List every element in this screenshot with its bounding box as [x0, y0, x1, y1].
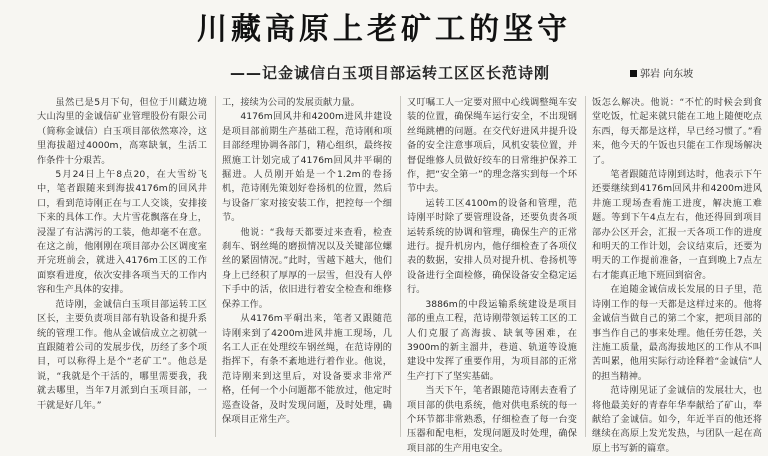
- paragraph: 范诗刚，金诚信白玉项目部运转工区区长，主要负责项目部有轨设备和提升系统的管理工作。他从金诚信成立之初就一直跟随着公司的发展步伐，历经了多个项目，可以称得上是个“老矿工”。他总是说，“我就是个干活的，哪里需要我，我就去哪里，当年7月派到白玉项目部，一干就是好几年。”: [37, 298, 207, 411]
- paragraph: 在追随金诚信成长发展的日子里，范诗刚工作的每一天都是这样过来的。他将金诚信当做自己的第二个家，把项目部的事当作自己的事来处理。他任劳任怨，关注施工质量，最高海拔地区的工作从不叫苦叫累，他用实际行动诠释着“金诚信”人的担当精神。: [592, 284, 762, 382]
- column-3: [400, 96, 577, 454]
- byline: [630, 65, 693, 80]
- paragraph: 当天下午，笔者跟随范诗刚去查看了项目部的供电系统，他对供电系统的每一个环节都非常熟悉，仔细检查了每一台变压器和配电柜，发现问题及时处理，确保项目部的生产用电安全。: [407, 385, 577, 454]
- paragraph: 工，接续为公司的发展贡献力量。: [222, 97, 360, 108]
- column-4: [585, 96, 762, 454]
- paragraph: 范诗刚见证了金诚信的发展壮大，也将他最美好的青春年华奉献给了矿山，奉献给了金诚信。如今，年近半百的他还将继续在高原上发光发热，与团队一起在高原上书写新的篇章。: [592, 385, 762, 454]
- article-body: [37, 96, 762, 454]
- paragraph: 又叮嘱工人一定要对照中心线调整绳车安装的位置，确保绳车运行安全，不出现钢丝绳跳槽的问题。在交代好进风井提升设备的安全注意事项后，风机安装位置，并督促维修人员做好绞车的日常维护保养工作，把“安全第一”的理念落实到每一个环节中去。: [407, 97, 577, 195]
- column-1: [37, 96, 207, 437]
- paragraph: 饭怎么解决。他说：“不忙的时候会到食堂吃饭，忙起来就只能在工地上随便吃点东西，每天都是这样，早已经习惯了。”看来，他今天的午饭也只能在工作现场解决了。: [592, 97, 762, 166]
- byline-authors: 郭岩 向东坡: [640, 69, 694, 80]
- paragraph: 笔者跟随范诗刚到达时，他表示下午还要继续到4176m回风井和4200m进风井施工现场查看施工进度，解决施工难题。等到下午4点左右，他还得回到项目部办公区开会，汇报一天各项工作的进度和明天的工作计划，会议结束后，还要为明天的工作提前准备，一直到晚上7点左右才能真正地下班回到宿舍。: [592, 169, 762, 281]
- paragraph: 运转工区4100m的设备和管理，范诗刚平时除了要管理设备，还要负责各项运转系统的协调和管理，确保生产的正常进行。提升机房内，他仔细检查了各项仪表的数据，安排人员对提升机、卷扬机等设备进行全面检修，确保设备安全稳定运行。: [407, 197, 577, 296]
- paragraph: 虽然已是5月下旬，但位于川藏边境大山沟里的金诚信矿业管理股份有限公司（简称金诚信）白玉项目部依然寒冷，这里海拔超过4000m，高寒缺氧，生活工作条件十分艰苦。: [37, 97, 207, 166]
- paragraph: 他说：“我每天都要过来查看，检查刹车、钢丝绳的磨损情况以及关键部位螺丝的紧固情况。”此时，雪越下越大，他们身上已经积了厚厚的一层雪，但没有人停下手中的活，依旧进行着安全检查和维修保养工作。: [222, 226, 392, 310]
- paragraph: 5月24日上午8点20，在大雪纷飞中，笔者跟随来到海拔4176m的回风井口，看到范诗刚正在与工人交谈，安排接下来的具体工作。大片雪花飘落在身上，浸湿了有沾满污的工装，他却毫不在意。在这之前，他刚刚在项目部办公区调度室开完班前会，就进入4176m工区的工作面察看进度，依次安排各项当天的工作内容和生产具体的安排。: [37, 169, 207, 296]
- paragraph: 从4176m平硐出来，笔者又跟随范诗刚来到了4200m进风井施工现场，几名工人正在处理绞车钢丝绳，在范诗刚的指挥下，有条不紊地进行着作业。他说，范诗刚来到这里后，对设备要求非常严格，任何一个小问题都不能放过，他定时巡查设备，及时发现问题，及时处理，确保项目正常生产。: [222, 313, 392, 425]
- square-bullet-icon: [630, 70, 637, 77]
- column-2: [215, 96, 392, 437]
- paragraph: 3886m的中段运输系统建设是项目部的重点工程，范诗刚带领运转工区的工人们克服了高海拔、缺氧等困难，在3900m的新主溜井，巷道、轨道等设施建设中发挥了重要作用，为项目部的正常生产打下了坚实基础。: [407, 298, 577, 382]
- article-title: 川藏高原上老矿工的坚守: [197, 12, 571, 47]
- article-subtitle: ——记金诚信白玉项目部运转工区区长范诗刚: [230, 64, 551, 82]
- paragraph: 4176m回风井和4200m进风井建设是项目部前期生产基础工程，范诗刚和项目部经理协调各部门，精心组织，最终按照施工计划完成了4176m回风井平硐的掘进。人员刚开始是一个1.2m的卷扬机，范诗刚先策划好卷扬机的位置，然后与设备厂家对接安装工作，把控每一个细节。: [222, 111, 392, 224]
